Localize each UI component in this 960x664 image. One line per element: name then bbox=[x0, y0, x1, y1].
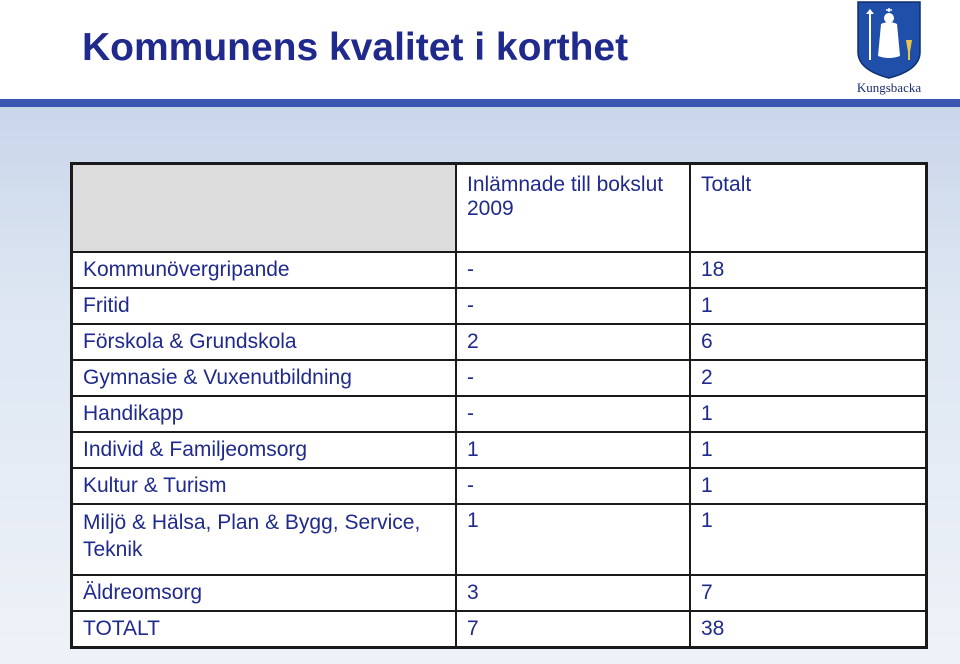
table-row bbox=[72, 504, 927, 575]
row-total: 1 bbox=[690, 396, 927, 432]
row-submitted: - bbox=[456, 396, 690, 432]
row-label: Förskola & Grundskola bbox=[72, 324, 457, 360]
row-label: Gymnasie & Vuxenutbildning bbox=[72, 360, 457, 396]
row-total: 38 bbox=[690, 611, 927, 648]
row-label: Fritid bbox=[72, 288, 457, 324]
table-row bbox=[72, 396, 927, 432]
row-total: 1 bbox=[690, 468, 927, 504]
table-row bbox=[72, 575, 927, 611]
table-row bbox=[72, 360, 927, 396]
row-submitted: - bbox=[456, 468, 690, 504]
row-label: Äldreomsorg bbox=[72, 575, 457, 611]
row-total: 1 bbox=[690, 288, 927, 324]
table-row-total bbox=[72, 611, 927, 648]
quality-table bbox=[70, 162, 928, 649]
row-label: Miljö & Hälsa, Plan & Bygg, Service, Teknik bbox=[72, 504, 457, 575]
header-cell-submitted: Inlämnade till bokslut 2009 bbox=[456, 164, 690, 253]
row-total: 1 bbox=[690, 504, 927, 575]
row-total: 18 bbox=[690, 252, 927, 288]
kungsbacka-logo bbox=[848, 0, 930, 98]
row-total: 1 bbox=[690, 432, 927, 468]
table-row bbox=[72, 324, 927, 360]
row-label: TOTALT bbox=[72, 611, 457, 648]
row-submitted: 3 bbox=[456, 575, 690, 611]
row-total: 2 bbox=[690, 360, 927, 396]
row-submitted: 2 bbox=[456, 324, 690, 360]
row-total: 6 bbox=[690, 324, 927, 360]
row-label: Individ & Familjeomsorg bbox=[72, 432, 457, 468]
logo-wordmark: Kungsbacka bbox=[856, 80, 922, 95]
row-total: 7 bbox=[690, 575, 927, 611]
row-submitted: 7 bbox=[456, 611, 690, 648]
table-row bbox=[72, 432, 927, 468]
table-row bbox=[72, 288, 927, 324]
row-submitted: - bbox=[456, 252, 690, 288]
row-label: Kultur & Turism bbox=[72, 468, 457, 504]
shield-icon bbox=[848, 0, 930, 80]
header-cell-total: Totalt bbox=[690, 164, 927, 253]
row-submitted: 1 bbox=[456, 432, 690, 468]
row-submitted: - bbox=[456, 288, 690, 324]
row-label: Handikapp bbox=[72, 396, 457, 432]
page-title: Kommunens kvalitet i korthet bbox=[82, 26, 629, 69]
row-label: Kommunövergripande bbox=[72, 252, 457, 288]
row-submitted: 1 bbox=[456, 504, 690, 575]
row-submitted: - bbox=[456, 360, 690, 396]
table-header-row bbox=[72, 164, 927, 253]
table-row bbox=[72, 252, 927, 288]
table-row bbox=[72, 468, 927, 504]
header-cell-label bbox=[72, 164, 457, 253]
header-rule bbox=[0, 99, 960, 107]
